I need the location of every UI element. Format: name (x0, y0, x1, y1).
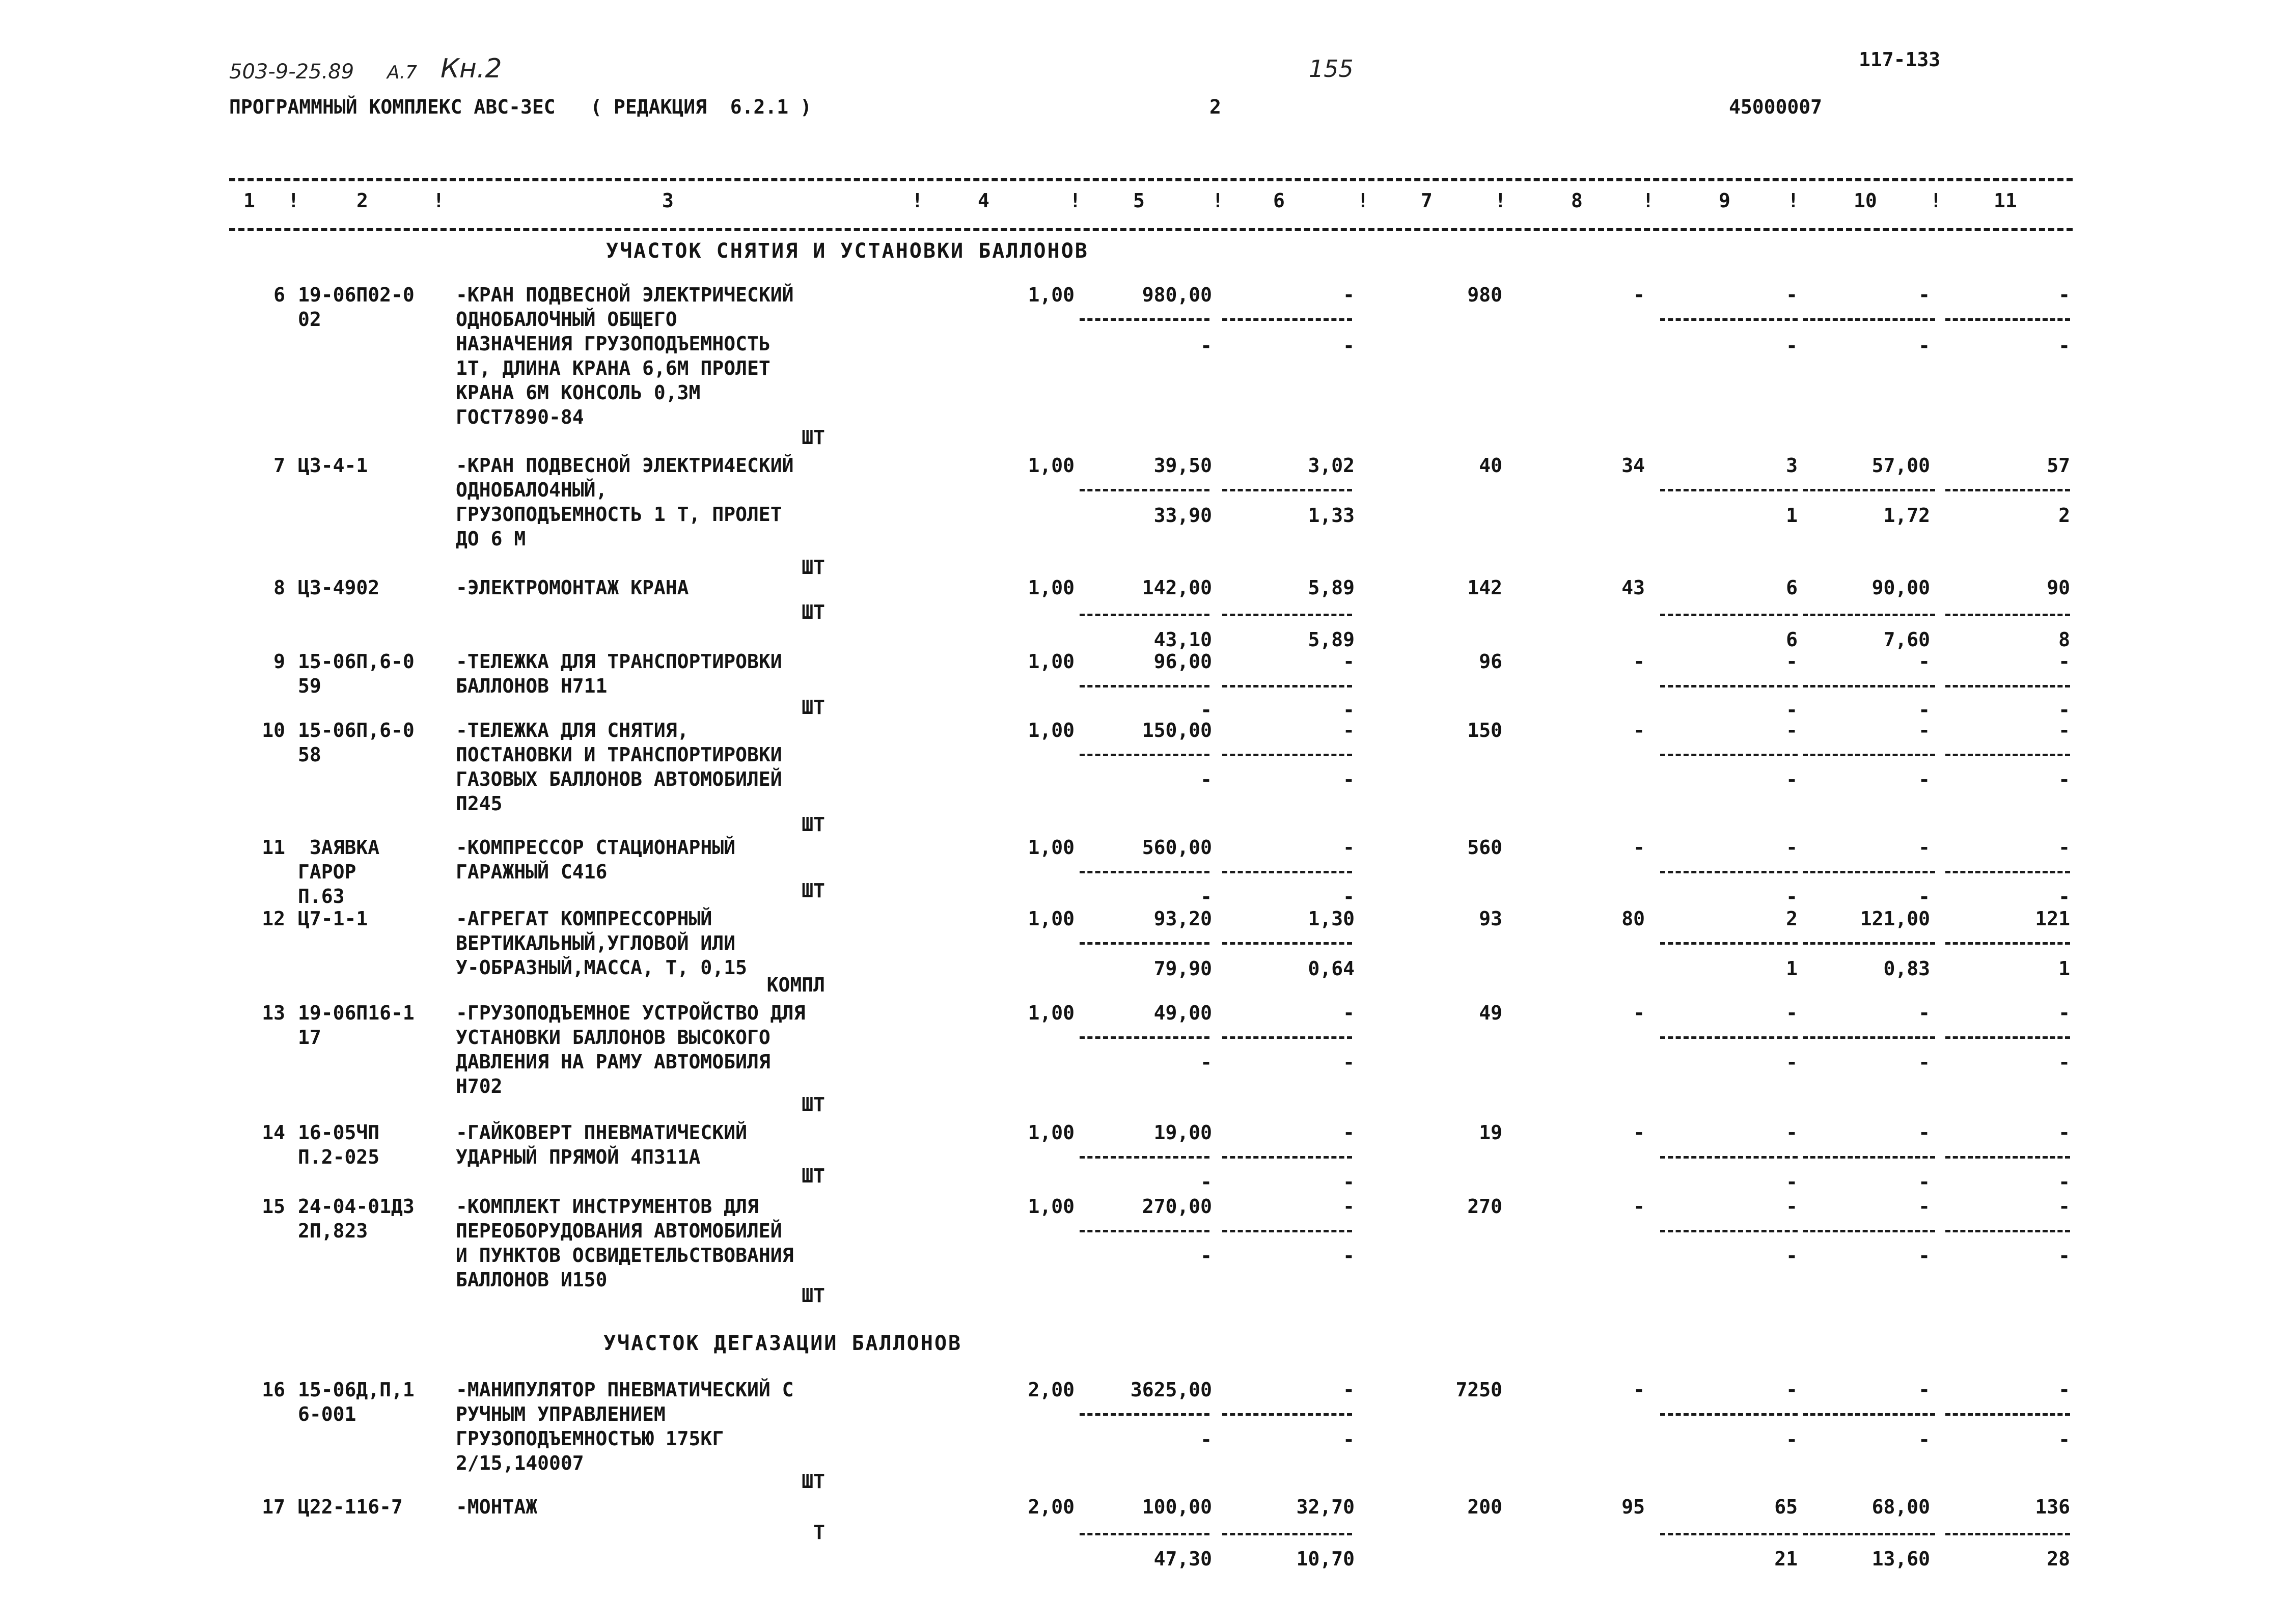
unit-cost-total: 93,20 (1153, 907, 1212, 930)
total-machines: 2 (1786, 907, 1798, 930)
unit-cost-machines: 5,89 (1308, 576, 1355, 599)
col-6: 6 (1273, 189, 1285, 212)
labor-unit: - (1918, 719, 1930, 741)
labor-unit-machinists: - (1918, 1171, 1930, 1193)
row-number: 15 (262, 1195, 285, 1218)
subtotal-divider (1803, 489, 1935, 491)
labor-unit: - (1918, 650, 1930, 673)
price-code: 19-06П16-1 17 (298, 1002, 415, 1049)
subtotal-divider (1222, 754, 1352, 756)
col-7: 7 (1421, 189, 1433, 212)
total-machine-wages: 1 (1786, 957, 1798, 980)
subtotal-divider (1803, 1036, 1935, 1039)
labor-total: - (2058, 650, 2070, 673)
item-name: -АГРЕГАТ КОМПРЕССОРНЫЙ ВЕРТИКАЛЬНЫЙ,УГЛОВОЙ ИЛИ У-ОБРАЗНЫЙ,МАССА, Т, 0,15 (456, 907, 747, 979)
unit-cost-wages: 43,10 (1153, 628, 1212, 651)
subtotal-divider (1222, 1413, 1352, 1416)
col-5: 5 (1133, 189, 1145, 212)
subtotal-divider (1803, 614, 1935, 616)
total-machine-wages: - (1786, 886, 1798, 908)
unit-cost-total: 39,50 (1153, 454, 1212, 477)
subtotal-divider (1222, 685, 1352, 687)
subtotal-divider (1945, 1156, 2070, 1159)
item-name: -ГРУЗОПОДЪЕМНОЕ УСТРОЙСТВО ДЛЯ УСТАНОВКИ БАЛЛОНОВ ВЫСОКОГО ДАВЛЕНИЯ НА РАМУ АВТОМОБИЛЯ Н702 (456, 1002, 806, 1097)
price-code: Ц22-116-7 (298, 1496, 403, 1518)
unit-cost-total: 150,00 (1142, 719, 1212, 741)
labor-total-machinists: 1 (2058, 957, 2070, 980)
page-range: 117-133 (1859, 48, 1941, 71)
unit-cost-total: 142,00 (1142, 576, 1212, 599)
subtotal-divider (1945, 942, 2070, 945)
item-name: -ТЕЛЕЖКА ДЛЯ СНЯТИЯ, ПОСТАНОВКИ И ТРАНСПОРТИРОВКИ ГАЗОВЫХ БАЛЛОНОВ АВТОМОБИЛЕЙ П245 (456, 719, 782, 815)
subtotal-divider (1803, 1230, 1935, 1232)
labor-unit-machinists: 13,60 (1871, 1548, 1930, 1570)
labor-total-machinists: - (2058, 1428, 2070, 1451)
total-wages: - (1633, 650, 1645, 673)
subtotal-divider (1660, 489, 1798, 491)
subtotal-divider (1222, 1036, 1352, 1039)
row-number: 13 (262, 1002, 285, 1024)
quantity: 1,00 (1028, 454, 1075, 477)
total-cost: 49 (1479, 1002, 1502, 1024)
labor-total-machinists: - (2058, 699, 2070, 721)
unit-cost-machine-wages: - (1343, 768, 1355, 791)
subtotal-divider (1803, 942, 1935, 945)
price-code: 19-06П02-0 02 (298, 284, 415, 331)
unit-cost-wages: - (1200, 335, 1212, 357)
labor-total-machinists: - (2058, 1245, 2070, 1267)
subtotal-divider (1222, 1230, 1352, 1232)
total-cost: 142 (1467, 576, 1502, 599)
labor-unit-machinists: - (1918, 1428, 1930, 1451)
price-code: 15-06П,6-0 58 (298, 719, 415, 766)
subtotal-divider (1945, 754, 2070, 756)
total-machines: - (1786, 1379, 1798, 1401)
unit-cost-machine-wages: - (1343, 335, 1355, 357)
row-number: 16 (262, 1379, 285, 1401)
unit-cost-total: 19,00 (1153, 1121, 1212, 1144)
item-name: -КОМПРЕССОР СТАЦИОНАРНЫЙ ГАРАЖНЫЙ С416 (456, 836, 736, 883)
labor-unit-machinists: 1,72 (1883, 504, 1930, 527)
labor-unit: - (1918, 836, 1930, 859)
unit-cost-wages: - (1200, 1171, 1212, 1193)
total-wages: - (1633, 284, 1645, 306)
subtotal-divider (1660, 318, 1798, 321)
subtotal-divider (1803, 318, 1935, 321)
price-code: ЗАЯВКА ГАРОР П.63 (298, 836, 380, 907)
unit-cost-machines: - (1343, 719, 1355, 741)
subtotal-divider (1660, 685, 1798, 687)
total-machine-wages: 21 (1774, 1548, 1798, 1570)
item-name: -МОНТАЖ (456, 1496, 538, 1518)
unit-cost-machine-wages: - (1343, 699, 1355, 721)
row-number: 11 (262, 836, 285, 859)
total-machines: - (1786, 1195, 1798, 1218)
subtotal-divider (1080, 318, 1209, 321)
subtotal-divider (1660, 1230, 1798, 1232)
total-wages: - (1633, 1121, 1645, 1144)
unit-cost-machines: - (1343, 284, 1355, 306)
price-code: Ц3-4-1 (298, 454, 368, 477)
unit-cost-wages: 79,90 (1153, 957, 1212, 980)
total-machines: - (1786, 284, 1798, 306)
row-number: 10 (262, 719, 285, 741)
doc-code: 503-9-25.89 (229, 60, 354, 84)
unit-cost-machine-wages: 10,70 (1296, 1548, 1355, 1570)
unit-of-measure: ШТ (802, 879, 825, 902)
subtotal-divider (1660, 871, 1798, 873)
unit-cost-machines: 3,02 (1308, 454, 1355, 477)
total-machine-wages: - (1786, 1245, 1798, 1267)
col-1: 1 (243, 189, 255, 212)
total-cost: 19 (1479, 1121, 1502, 1144)
subtotal-divider (1945, 685, 2070, 687)
quantity: 1,00 (1028, 1121, 1075, 1144)
subtotal-divider (1803, 685, 1935, 687)
total-cost: 96 (1479, 650, 1502, 673)
program-title: ПРОГРАММНЫЙ КОМПЛЕКС АВС-3ЕС ( РЕДАКЦИЯ 6.2.1 ) (229, 96, 812, 118)
labor-unit: 57,00 (1871, 454, 1930, 477)
quantity: 2,00 (1028, 1496, 1075, 1518)
total-cost: 980 (1467, 284, 1502, 306)
subtotal-divider (1222, 1156, 1352, 1159)
unit-cost-total: 980,00 (1142, 284, 1212, 306)
total-cost: 200 (1467, 1496, 1502, 1518)
subtotal-divider (1945, 614, 2070, 616)
subtotal-divider (1222, 871, 1352, 873)
subtotal-divider (1945, 318, 2070, 321)
row-number: 14 (262, 1121, 285, 1144)
total-wages: - (1633, 1379, 1645, 1401)
labor-total: 121 (2035, 907, 2070, 930)
price-code: 15-06П,6-0 59 (298, 650, 415, 697)
subtotal-divider (1660, 1156, 1798, 1159)
total-machine-wages: 6 (1786, 628, 1798, 651)
col-4: 4 (978, 189, 989, 212)
total-machines: 65 (1774, 1496, 1798, 1518)
subtotal-divider (1080, 1533, 1209, 1535)
document-id: 45000007 (1729, 96, 1823, 118)
unit-cost-machines: - (1343, 1121, 1355, 1144)
row-number: 9 (273, 650, 285, 673)
total-machines: - (1786, 836, 1798, 859)
subtotal-divider (1945, 871, 2070, 873)
total-machine-wages: - (1786, 1171, 1798, 1193)
subtotal-divider (1080, 1036, 1209, 1039)
labor-total-machinists: - (2058, 335, 2070, 357)
labor-total: 136 (2035, 1496, 2070, 1518)
item-name: -МАНИПУЛЯТОР ПНЕВМАТИЧЕСКИЙ С РУЧНЫМ УПРАВЛЕНИЕМ ГРУЗОПОДЪЕМНОСТЬЮ 175КГ 2/15,140007 (456, 1379, 794, 1474)
quantity: 1,00 (1028, 284, 1075, 306)
col-3: 3 (662, 189, 674, 212)
labor-unit: - (1918, 284, 1930, 306)
price-code: 16-05ЧП П.2-025 (298, 1121, 380, 1168)
unit-cost-total: 96,00 (1153, 650, 1212, 673)
unit-of-measure: Т (813, 1521, 825, 1544)
total-wages: - (1633, 1195, 1645, 1218)
subtotal-divider (1222, 318, 1352, 321)
unit-cost-wages: - (1200, 768, 1212, 791)
unit-cost-machines: - (1343, 1195, 1355, 1218)
subtotal-divider (1945, 1413, 2070, 1416)
total-machines: - (1786, 719, 1798, 741)
quantity: 1,00 (1028, 907, 1075, 930)
labor-total: - (2058, 1195, 2070, 1218)
table-header-rule (229, 228, 2073, 231)
unit-cost-machine-wages: - (1343, 1051, 1355, 1074)
unit-cost-machine-wages: 5,89 (1308, 628, 1355, 651)
labor-unit-machinists: - (1918, 886, 1930, 908)
labor-total-machinists: - (2058, 886, 2070, 908)
album-ref: А.7 (387, 62, 417, 83)
quantity: 1,00 (1028, 836, 1075, 859)
section-title: УЧАСТОК ДЕГАЗАЦИИ БАЛЛОНОВ (603, 1332, 962, 1355)
subtotal-divider (1945, 1036, 2070, 1039)
labor-unit-machinists: 7,60 (1883, 628, 1930, 651)
price-code: Ц3-4902 (298, 576, 380, 599)
total-cost: 93 (1479, 907, 1502, 930)
subtotal-divider (1222, 614, 1352, 616)
total-machine-wages: - (1786, 1428, 1798, 1451)
unit-cost-machine-wages: - (1343, 1171, 1355, 1193)
unit-cost-machines: 1,30 (1308, 907, 1355, 930)
total-machines: - (1786, 1121, 1798, 1144)
labor-unit: - (1918, 1121, 1930, 1144)
total-machines: - (1786, 1002, 1798, 1024)
subtotal-divider (1803, 1156, 1935, 1159)
unit-cost-machine-wages: - (1343, 886, 1355, 908)
subtotal-divider (1080, 942, 1209, 945)
labor-total-machinists: - (2058, 768, 2070, 791)
unit-cost-machines: - (1343, 836, 1355, 859)
subtotal-divider (1080, 1156, 1209, 1159)
labor-total: 90 (2047, 576, 2070, 599)
unit-cost-total: 560,00 (1142, 836, 1212, 859)
labor-unit: 121,00 (1860, 907, 1930, 930)
labor-total: - (2058, 284, 2070, 306)
total-cost: 270 (1467, 1195, 1502, 1218)
total-wages: - (1633, 719, 1645, 741)
unit-of-measure: ШТ (802, 1284, 825, 1307)
labor-unit-machinists: - (1918, 1245, 1930, 1267)
unit-cost-wages: - (1200, 886, 1212, 908)
sheet-number: 2 (1209, 96, 1221, 118)
unit-cost-wages: - (1200, 1051, 1212, 1074)
item-name: -КРАН ПОДВЕСНОЙ ЭЛЕКТРИЧЕСКИЙ ОДНОБАЛОЧНЫЙ ОБЩЕГО НАЗНАЧЕНИЯ ГРУЗОПОДЪЕМНОСТЬ 1Т, ДЛИНА КРАНА 6,6М ПРОЛЕТ КРАНА 6М КОНСОЛЬ 0,3М ГОСТ7890-84 (456, 284, 794, 428)
unit-cost-machines: - (1343, 1379, 1355, 1401)
labor-unit-machinists: - (1918, 335, 1930, 357)
total-wages: 34 (1621, 454, 1645, 477)
total-machine-wages: - (1786, 699, 1798, 721)
total-wages: - (1633, 1002, 1645, 1024)
unit-cost-total: 49,00 (1153, 1002, 1212, 1024)
price-code: Ц7-1-1 (298, 907, 368, 930)
subtotal-divider (1945, 1533, 2070, 1535)
total-machine-wages: - (1786, 1051, 1798, 1074)
unit-of-measure: ШТ (802, 1165, 825, 1187)
subtotal-divider (1080, 685, 1209, 687)
col-2: 2 (356, 189, 368, 212)
quantity: 1,00 (1028, 576, 1075, 599)
unit-of-measure: ШТ (802, 556, 825, 579)
col-9: 9 (1719, 189, 1730, 212)
col-8: 8 (1571, 189, 1583, 212)
subtotal-divider (1660, 1533, 1798, 1535)
unit-of-measure: ШТ (802, 696, 825, 719)
price-code: 15-06Д,П,1 6-001 (298, 1379, 415, 1425)
labor-unit-machinists: - (1918, 768, 1930, 791)
labor-total-machinists: 8 (2058, 628, 2070, 651)
price-code: 24-04-01ДЗ 2П,823 (298, 1195, 415, 1242)
quantity: 1,00 (1028, 719, 1075, 741)
labor-unit: - (1918, 1379, 1930, 1401)
labor-total-machinists: - (2058, 1051, 2070, 1074)
total-wages: 43 (1621, 576, 1645, 599)
col-10: 10 (1854, 189, 1877, 212)
unit-of-measure: КОМПЛ (766, 974, 825, 996)
total-machine-wages: - (1786, 768, 1798, 791)
total-machines: 6 (1786, 576, 1798, 599)
table-top-rule (229, 178, 2073, 181)
labor-total: - (2058, 1379, 2070, 1401)
subtotal-divider (1080, 614, 1209, 616)
unit-cost-wages: 47,30 (1153, 1548, 1212, 1570)
subtotal-divider (1803, 1413, 1935, 1416)
subtotal-divider (1080, 489, 1209, 491)
unit-cost-machine-wages: - (1343, 1428, 1355, 1451)
subtotal-divider (1080, 871, 1209, 873)
row-number: 8 (273, 576, 285, 599)
unit-of-measure: ШТ (802, 601, 825, 623)
unit-cost-total: 100,00 (1142, 1496, 1212, 1518)
labor-total: - (2058, 719, 2070, 741)
total-machines: - (1786, 650, 1798, 673)
subtotal-divider (1080, 754, 1209, 756)
book-ref: Кн.2 (441, 53, 502, 84)
unit-cost-wages: - (1200, 1245, 1212, 1267)
unit-cost-machines: - (1343, 650, 1355, 673)
unit-cost-machine-wages: 0,64 (1308, 957, 1355, 980)
total-wages: 80 (1621, 907, 1645, 930)
unit-cost-machines: 32,70 (1296, 1496, 1355, 1518)
labor-unit: - (1918, 1002, 1930, 1024)
row-number: 6 (273, 284, 285, 306)
item-name: -ГАЙКОВЕРТ ПНЕВМАТИЧЕСКИЙ УДАРНЫЙ ПРЯМОЙ 4П311А (456, 1121, 747, 1168)
unit-cost-machine-wages: - (1343, 1245, 1355, 1267)
labor-total: - (2058, 1002, 2070, 1024)
labor-unit: 68,00 (1871, 1496, 1930, 1518)
subtotal-divider (1080, 1413, 1209, 1416)
subtotal-divider (1660, 942, 1798, 945)
subtotal-divider (1945, 489, 2070, 491)
section-title: УЧАСТОК СНЯТИЯ И УСТАНОВКИ БАЛЛОНОВ (606, 239, 1089, 263)
labor-total: 57 (2047, 454, 2070, 477)
subtotal-divider (1945, 1230, 2070, 1232)
subtotal-divider (1222, 489, 1352, 491)
labor-total-machinists: 2 (2058, 504, 2070, 527)
item-name: -ТЕЛЕЖКА ДЛЯ ТРАНСПОРТИРОВКИ БАЛЛОНОВ Н711 (456, 650, 782, 697)
unit-of-measure: ШТ (802, 1470, 825, 1493)
total-machine-wages: - (1786, 335, 1798, 357)
subtotal-divider (1660, 754, 1798, 756)
subtotal-divider (1222, 1533, 1352, 1535)
subtotal-divider (1222, 942, 1352, 945)
subtotal-divider (1080, 1230, 1209, 1232)
unit-cost-total: 270,00 (1142, 1195, 1212, 1218)
subtotal-divider (1660, 1036, 1798, 1039)
total-machine-wages: 1 (1786, 504, 1798, 527)
unit-cost-wages: - (1200, 699, 1212, 721)
unit-of-measure: ШТ (802, 426, 825, 449)
quantity: 1,00 (1028, 1002, 1075, 1024)
row-number: 17 (262, 1496, 285, 1518)
total-cost: 150 (1467, 719, 1502, 741)
unit-cost-machine-wages: 1,33 (1308, 504, 1355, 527)
col-11: 11 (1994, 189, 2017, 212)
labor-unit: - (1918, 1195, 1930, 1218)
row-number: 7 (273, 454, 285, 477)
labor-total-machinists: 28 (2047, 1548, 2070, 1570)
subtotal-divider (1803, 754, 1935, 756)
labor-unit-machinists: - (1918, 699, 1930, 721)
labor-unit-machinists: 0,83 (1883, 957, 1930, 980)
total-wages: 95 (1621, 1496, 1645, 1518)
item-name: -КРАН ПОДВЕСНОЙ ЭЛЕКТРИ4ЕСКИЙ ОДНОБАЛО4НЫЙ, ГРУЗОПОДЪЕМНОСТЬ 1 Т, ПРОЛЕТ ДО 6 М (456, 454, 794, 550)
unit-cost-wages: - (1200, 1428, 1212, 1451)
total-cost: 560 (1467, 836, 1502, 859)
subtotal-divider (1660, 614, 1798, 616)
row-number: 12 (262, 907, 285, 930)
unit-cost-wages: 33,90 (1153, 504, 1212, 527)
item-name: -ЭЛЕКТРОМОНТАЖ КРАНА (456, 576, 689, 599)
total-cost: 7250 (1455, 1379, 1502, 1401)
unit-of-measure: ШТ (802, 813, 825, 836)
labor-total: - (2058, 1121, 2070, 1144)
page-number-handwritten: 155 (1309, 55, 1354, 82)
subtotal-divider (1660, 1413, 1798, 1416)
total-wages: - (1633, 836, 1645, 859)
unit-of-measure: ШТ (802, 1093, 825, 1116)
quantity: 1,00 (1028, 650, 1075, 673)
subtotal-divider (1803, 871, 1935, 873)
item-name: -КОМПЛЕКТ ИНСТРУМЕНТОВ ДЛЯ ПЕРЕОБОРУДОВАНИЯ АВТОМОБИЛЕЙ И ПУНКТОВ ОСВИДЕТЕЛЬСТВОВАНИЯ БАЛЛОНОВ И150 (456, 1195, 794, 1291)
total-machines: 3 (1786, 454, 1798, 477)
labor-unit-machinists: - (1918, 1051, 1930, 1074)
total-cost: 40 (1479, 454, 1502, 477)
unit-cost-machines: - (1343, 1002, 1355, 1024)
labor-unit: 90,00 (1871, 576, 1930, 599)
labor-total: - (2058, 836, 2070, 859)
unit-cost-total: 3625,00 (1130, 1379, 1212, 1401)
quantity: 2,00 (1028, 1379, 1075, 1401)
labor-total-machinists: - (2058, 1171, 2070, 1193)
subtotal-divider (1803, 1533, 1935, 1535)
quantity: 1,00 (1028, 1195, 1075, 1218)
